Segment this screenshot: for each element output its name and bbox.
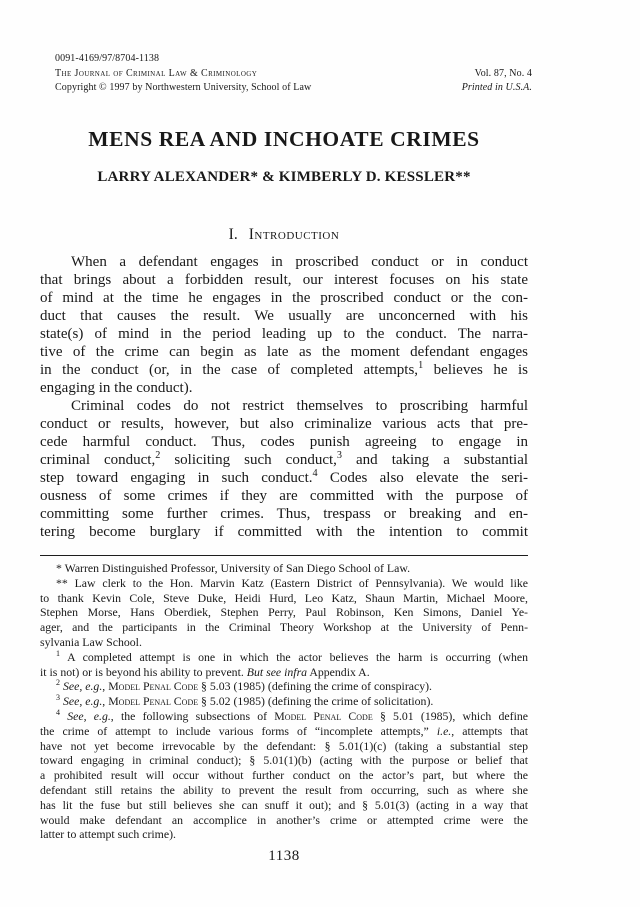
text-line: of mind at the time he engages in the proscribed conduct or the con-	[40, 290, 528, 306]
article-authors: LARRY ALEXANDER* & KIMBERLY D. KESSLER**	[97, 169, 471, 185]
text-line: have not yet become irrevocable by the defendant: § 5.01(1)(c) (taking a substantial step	[40, 738, 528, 753]
footnote-4	[40, 709, 528, 842]
text-line: it is not) or is beyond his ability to prevent. But see infra Appendix A.	[40, 664, 370, 679]
text-line: tive of the crime can begin as late as the moment defendant engages	[40, 344, 528, 360]
text-line: committing some further crimes. Thus, trespass or breaking and en-	[40, 506, 528, 522]
text-line: a prohibited result will occur without further conduct on the actor’s part, but where the	[40, 768, 528, 783]
printed-in-line: Printed in U.S.A.	[461, 82, 532, 94]
journal-name: The Journal of Criminal Law & Criminology	[55, 67, 258, 79]
text-line: * Warren Distinguished Professor, University of San Diego School of Law.	[56, 561, 411, 575]
journal-header-right	[462, 67, 532, 96]
volume-number: Vol. 87, No. 4	[474, 67, 532, 79]
text-line: defendant still retains the ability to prevent the result from occurring, such as where she	[40, 782, 528, 797]
journal-header-left	[55, 52, 311, 96]
footnote-double-star	[40, 576, 528, 650]
footnote-2	[40, 679, 528, 694]
footnote-star	[40, 561, 528, 576]
text-line: the crime of attempt to include various forms of “incomplete attempts,” i.e., attempts that	[40, 723, 528, 738]
footnote-separator-rule	[40, 555, 528, 556]
text-line: step toward engaging in such conduct.$^4$ Codes also elevate the seri-	[40, 468, 528, 486]
journal-header	[55, 52, 532, 96]
article-title: MENS REA AND INCHOATE CRIMES	[88, 127, 480, 151]
text-line: that brings about a forbidden result, our interest focuses on his state	[40, 272, 528, 288]
body-paragraph-1	[40, 253, 528, 397]
section-numeral: I.	[228, 226, 238, 243]
text-line: in the conduct (or, in the case of completed attempts,$^1$ believes he is	[40, 360, 528, 378]
text-line: $^1$ A completed attempt is one in which the actor believes the harm is occurring (when	[56, 648, 528, 664]
text-line: $^3$ See, e.g., Model Penal Code § 5.02 (1985) (defining the crime of solicitation).	[56, 693, 434, 709]
text-line: ager, and the participants in the Criminal Theory Workshop at the University of Penn-	[40, 620, 528, 635]
text-line: Criminal codes do not restrict themselves to proscribing harmful	[71, 398, 528, 414]
text-line: state(s) of mind in the period leading up to the conduct. The narra-	[40, 326, 528, 342]
page-content	[40, 0, 532, 907]
text-line: would make defendant an accomplice in another’s crime or attempted crime were the	[40, 812, 528, 827]
body-paragraph-2	[40, 397, 528, 541]
text-line: When a defendant engages in proscribed conduct or in conduct	[71, 254, 528, 270]
copyright-line: Copyright © 1997 by Northwestern University, School of Law	[55, 82, 312, 94]
text-line: $^2$ See, e.g., Model Penal Code § 5.03 (1985) (defining the crime of conspiracy).	[56, 678, 433, 694]
text-line: tering become burglary if committed with the intention to commit	[40, 524, 528, 540]
section-title: Introduction	[248, 226, 340, 243]
text-line: Stephen Morse, Hans Oberdiek, Stephen Perry, Paul Robinson, Ken Simons, Daniel Ye-	[40, 605, 528, 620]
text-line: latter to attempt such crime).	[40, 827, 176, 842]
text-line: $^4$ See, e.g., the following subsections of Model Penal Code § 5.01 (1985), which define	[56, 708, 529, 723]
text-line: cede harmful conduct. Thus, codes punish agreeing to engage in	[40, 434, 528, 450]
text-line: criminal conduct,$^2$ soliciting such conduct,$^3$ and taking a substantial	[40, 450, 529, 468]
text-line: toward engaging in criminal conduct); § 5.01(1)(b) (acting with the purpose or belief that	[40, 753, 528, 768]
footnote-3	[40, 694, 528, 709]
text-line: to thank Kevin Cole, Steve Duke, Heidi Hurd, Leo Katz, Shaun Martin, Michael Moore,	[40, 590, 528, 605]
article-body	[40, 253, 528, 541]
footnote-1	[40, 650, 528, 680]
text-line: engaging in the conduct).	[40, 380, 193, 396]
text-line: conduct or results, however, but also criminalize various acts that pre-	[40, 416, 528, 432]
text-line: has lit the fuse but still believes she can snuff it out); and § 5.01(3) (acting in a way that	[40, 797, 528, 812]
issn-line: 0091-4169/97/8704-1138	[55, 53, 160, 64]
page-number: 1138	[268, 848, 300, 864]
footnotes-block	[40, 561, 528, 842]
section-heading	[40, 226, 528, 244]
text-line: ** Law clerk to the Hon. Marvin Katz (Eastern District of Pennsylvania). We would like	[56, 575, 528, 590]
text-line: duct that causes the result. We usually are unconcerned with his	[40, 308, 528, 324]
text-line: sylvania Law School.	[40, 634, 142, 649]
text-line: ousness of some crimes if they are committed with the purpose of	[40, 488, 528, 504]
